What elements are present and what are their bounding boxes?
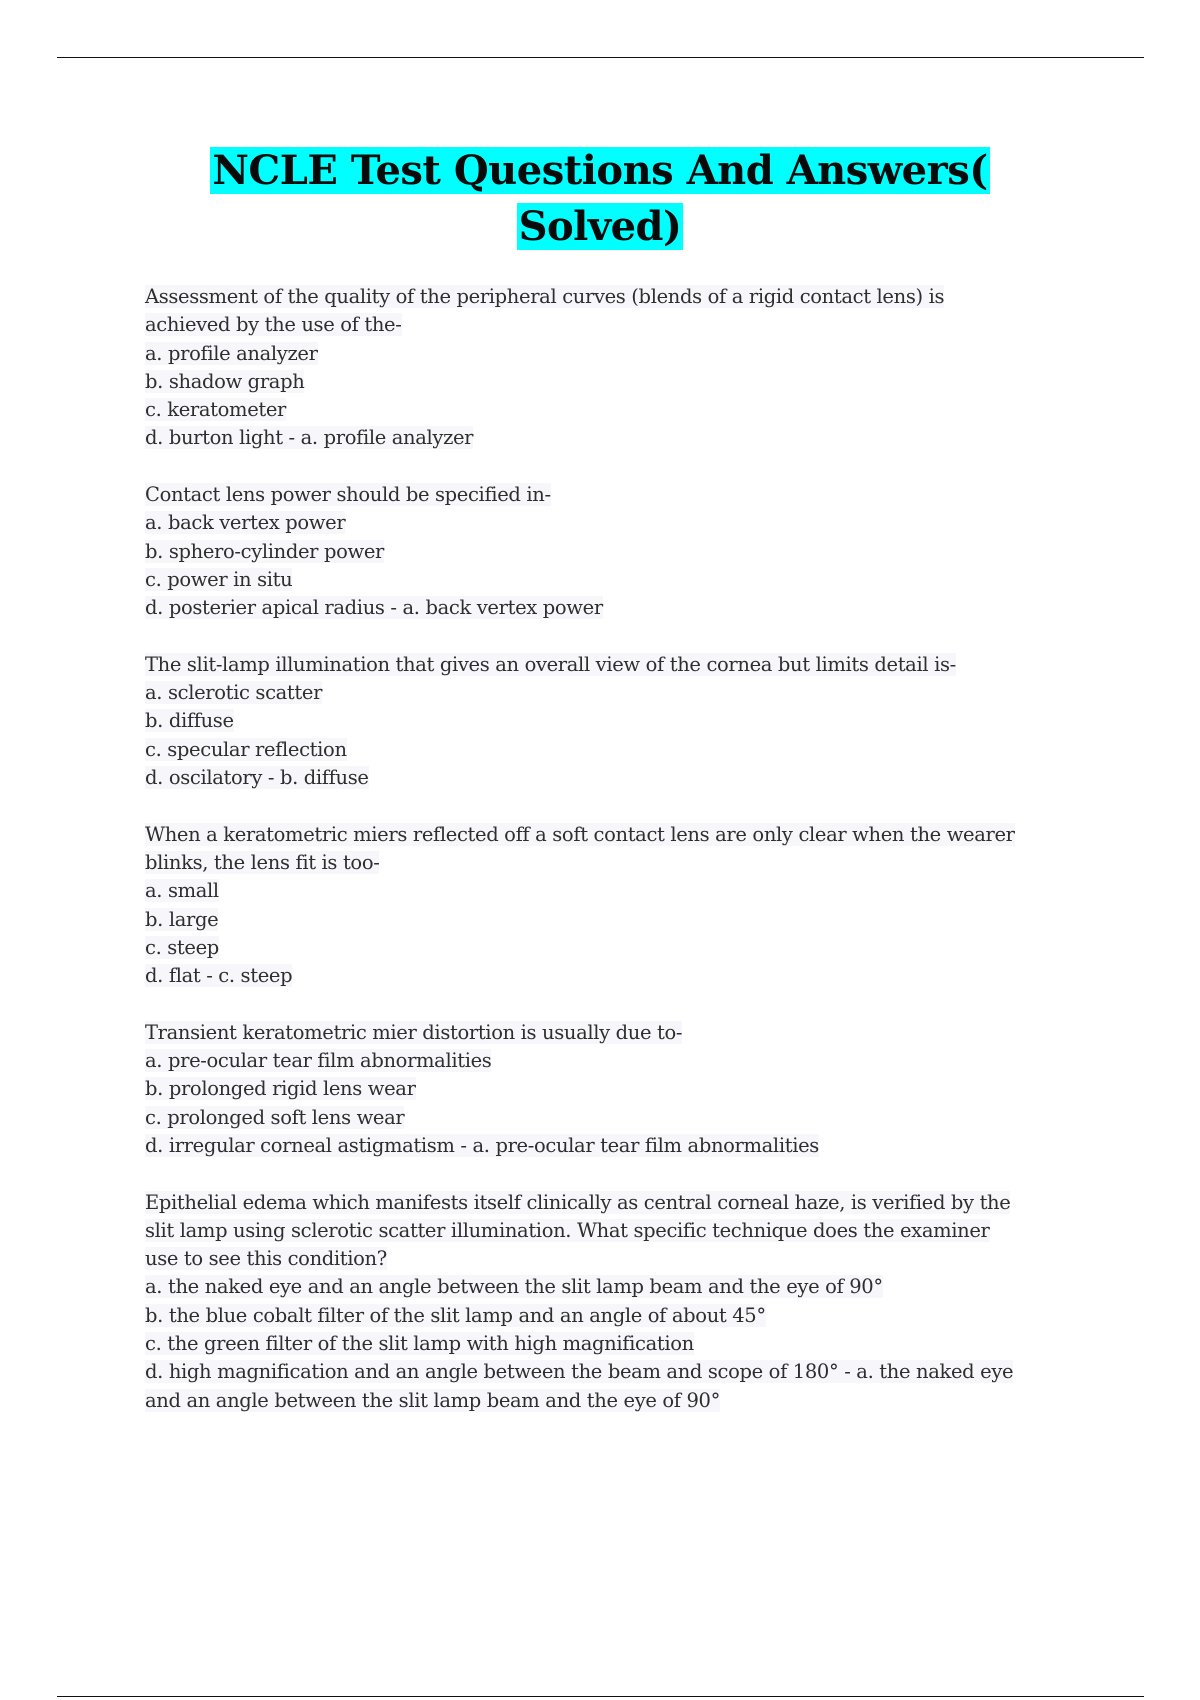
- question-text: blinks, the lens fit is too-: [145, 850, 380, 874]
- question-item: [145, 651, 1085, 792]
- answer-option: a. small: [145, 879, 219, 903]
- answer-option: b. prolonged rigid lens wear: [145, 1077, 416, 1101]
- answer-option-with-solution: d. flat - c. steep: [145, 964, 293, 988]
- question-item: [145, 283, 1085, 453]
- title-line-2: Solved): [518, 203, 682, 250]
- answer-option: a. back vertex power: [145, 511, 346, 535]
- answer-option-with-solution: d. high magnification and an angle between the beam and scope of 180° - a. the naked eye: [145, 1360, 1014, 1384]
- answer-option: c. specular reflection: [145, 737, 347, 761]
- answer-option: b. sphero-cylinder power: [145, 539, 385, 563]
- question-text: Contact lens power should be specified in-: [145, 483, 551, 507]
- answer-option-with-solution: and an angle between the slit lamp beam and the eye of 90°: [145, 1388, 721, 1412]
- question-list: [145, 283, 1085, 1443]
- answer-option: a. the naked eye and an angle between the slit lamp beam and the eye of 90°: [145, 1275, 883, 1299]
- question-text: Epithelial edema which manifests itself clinically as central corneal haze, is verified by the: [145, 1190, 1011, 1214]
- question-item: [145, 821, 1085, 991]
- answer-option: b. shadow graph: [145, 369, 305, 393]
- answer-option: b. large: [145, 907, 219, 931]
- question-item: [145, 1189, 1085, 1415]
- page-title: [0, 143, 1200, 255]
- answer-option: c. keratometer: [145, 398, 287, 422]
- question-text: The slit-lamp illumination that gives an overall view of the cornea but limits detail is-: [145, 652, 956, 676]
- answer-option: c. power in situ: [145, 567, 293, 591]
- answer-option-with-solution: d. burton light - a. profile analyzer: [145, 426, 474, 450]
- answer-option: c. the green filter of the slit lamp with high magnification: [145, 1331, 694, 1355]
- answer-option: c. prolonged soft lens wear: [145, 1105, 405, 1129]
- answer-option-with-solution: d. irregular corneal astigmatism - a. pre-ocular tear film abnormalities: [145, 1133, 819, 1157]
- top-rule: [57, 57, 1144, 58]
- title-text: [210, 147, 989, 250]
- question-item: [145, 1019, 1085, 1160]
- question-text: When a keratometric miers reflected off a soft contact lens are only clear when the wearer: [145, 822, 1015, 846]
- question-text: Assessment of the quality of the peripheral curves (blends of a rigid contact lens) is: [145, 285, 945, 308]
- answer-option: a. pre-ocular tear film abnormalities: [145, 1049, 492, 1073]
- question-text: slit lamp using sclerotic scatter illumination. What specific technique does the examiner: [145, 1218, 990, 1242]
- answer-option: a. profile analyzer: [145, 341, 318, 365]
- answer-option: b. diffuse: [145, 709, 234, 733]
- question-text: Transient keratometric mier distortion is usually due to-: [145, 1020, 683, 1044]
- answer-option-with-solution: d. oscilatory - b. diffuse: [145, 766, 369, 790]
- answer-option: c. steep: [145, 935, 219, 959]
- bottom-rule: [57, 1696, 1144, 1697]
- answer-option: b. the blue cobalt filter of the slit lamp and an angle of about 45°: [145, 1303, 766, 1327]
- title-line-1: NCLE Test Questions And Answers(: [212, 147, 988, 194]
- question-item: [145, 481, 1085, 622]
- question-text: achieved by the use of the-: [145, 313, 402, 337]
- answer-option: a. sclerotic scatter: [145, 681, 323, 705]
- question-text: use to see this condition?: [145, 1247, 387, 1271]
- answer-option-with-solution: d. posterier apical radius - a. back vertex power: [145, 596, 603, 620]
